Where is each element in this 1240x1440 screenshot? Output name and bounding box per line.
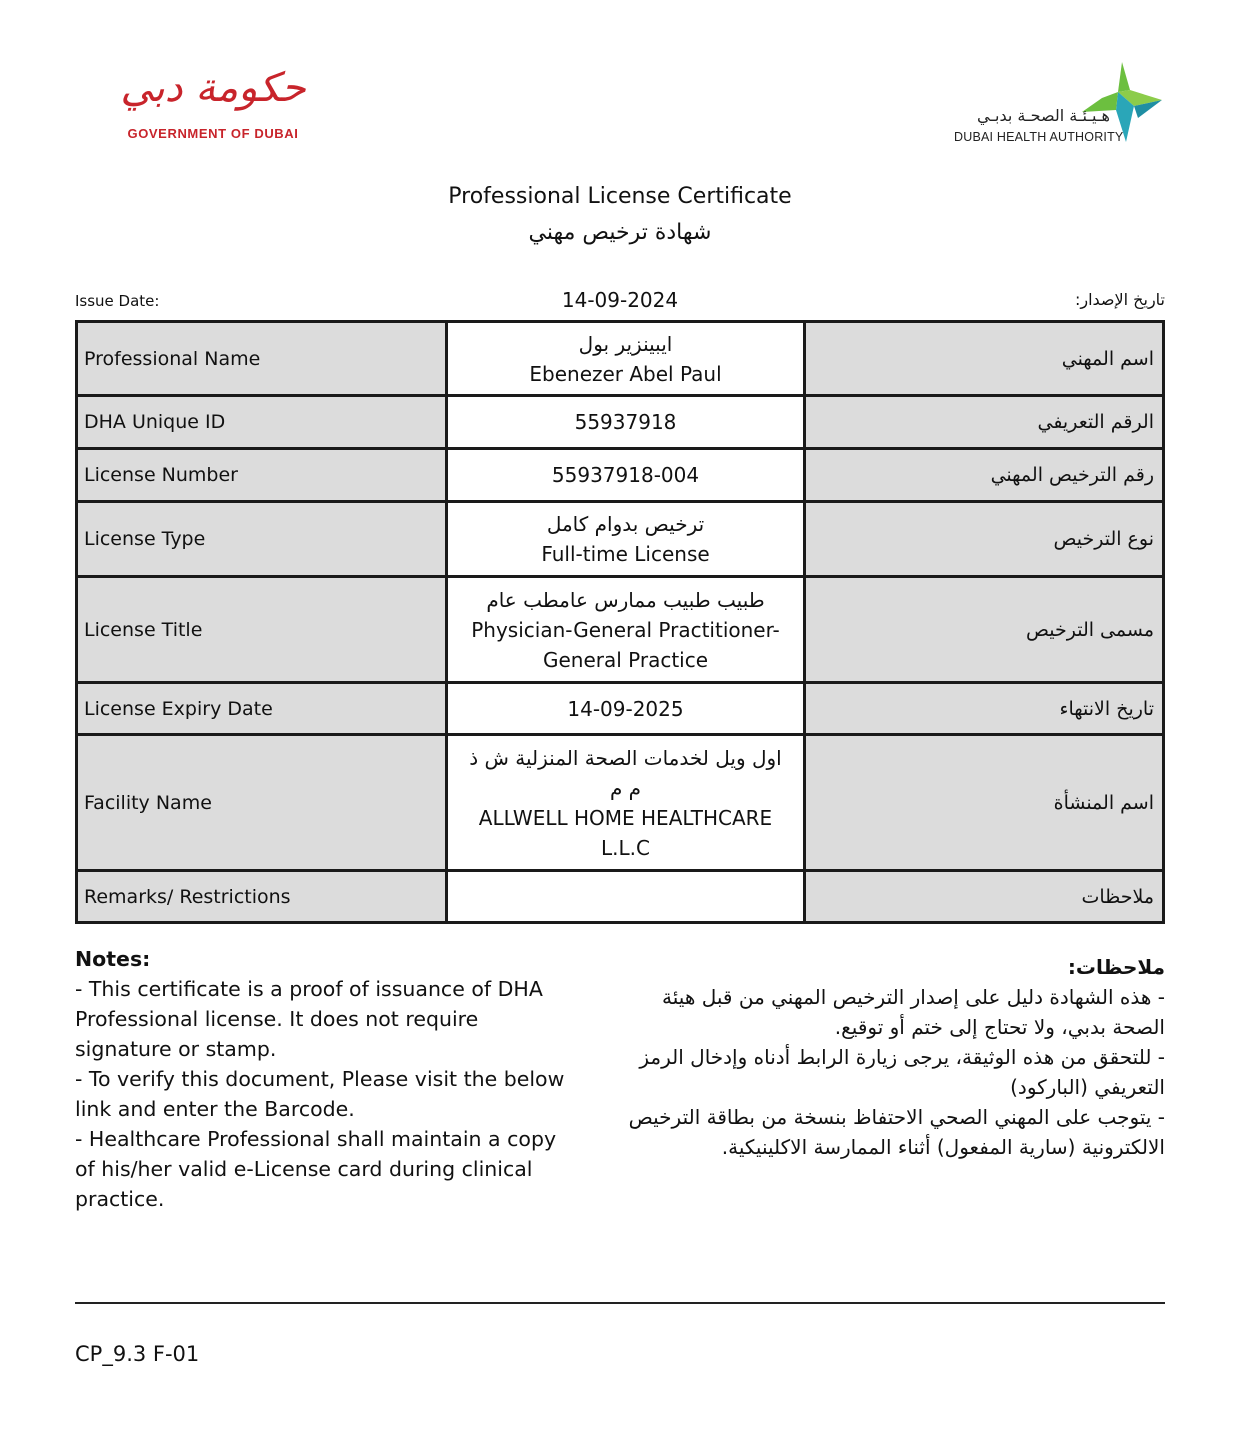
- notes-arabic: [575, 952, 1165, 1162]
- row-value: [447, 396, 805, 449]
- row-value: [447, 683, 805, 735]
- certificate-title-arabic: شهادة ترخيص مهني: [528, 220, 712, 245]
- notes-heading: Notes:: [75, 947, 151, 971]
- note-line-arabic: - يتوجب على المهني الصحي الاحتفاظ بنسخة من بطاقة الترخيص: [628, 1105, 1165, 1129]
- value-line: Full-time License: [541, 542, 710, 566]
- value-line: 55937918-004: [551, 463, 700, 487]
- certificate-title-english: Professional License Certificate: [448, 184, 792, 209]
- value-line: طبيب طبيب ممارس عامطب عام: [486, 587, 765, 612]
- government-of-dubai-logo: [118, 62, 308, 150]
- row-value: [447, 735, 805, 871]
- row-value: [447, 322, 805, 396]
- gov-logo-english-text: GOVERNMENT OF DUBAI: [127, 126, 299, 141]
- row-label-english: License Number: [77, 449, 447, 502]
- issue-date-value: 14-09-2024: [561, 288, 679, 312]
- row-label-arabic: ملاحظات: [805, 871, 1164, 923]
- form-code: CP_9.3 F-01: [75, 1342, 200, 1366]
- table-row-dha-unique-id: [77, 396, 1164, 449]
- note-line: - Healthcare Professional shall maintain a copy: [75, 1127, 557, 1151]
- row-label-english: License Expiry Date: [77, 683, 447, 735]
- table-row-professional-name: [77, 322, 1164, 396]
- row-label-english: DHA Unique ID: [77, 396, 447, 449]
- value-line: اول ويل لخدمات الصحة المنزلية ش ذ: [469, 745, 782, 770]
- note-line-arabic: - للتحقق من هذه الوثيقة، يرجى زيارة الرابط أدناه وإدخال الرمز: [639, 1045, 1165, 1069]
- row-label-arabic: اسم المهني: [805, 322, 1164, 396]
- value-line: م م: [609, 775, 642, 800]
- row-label-arabic: مسمى الترخيص: [805, 577, 1164, 683]
- issue-date-label-arabic: تاريخ الإصدار:: [1074, 290, 1165, 309]
- note-line: of his/her valid e-License card during clinical: [75, 1157, 533, 1181]
- value-line: L.L.C: [601, 835, 650, 860]
- value-line: 55937918: [574, 410, 677, 434]
- row-label-english: Facility Name: [77, 735, 447, 871]
- row-label-arabic: تاريخ الانتهاء: [805, 683, 1164, 735]
- notes-english: [75, 944, 575, 1214]
- row-value: [447, 577, 805, 683]
- row-value: [447, 502, 805, 577]
- row-label-arabic: نوع الترخيص: [805, 502, 1164, 577]
- row-label-english: License Type: [77, 502, 447, 577]
- value-line: ايبينزير بول: [578, 331, 673, 356]
- note-line: - This certificate is a proof of issuance of DHA: [75, 977, 543, 1001]
- table-row-license-number: [77, 449, 1164, 502]
- issue-date-label: Issue Date:: [75, 292, 160, 310]
- table-row-license-title: [77, 577, 1164, 683]
- row-value: [447, 449, 805, 502]
- value-line: General Practice: [542, 647, 709, 672]
- note-line: link and enter the Barcode.: [75, 1097, 355, 1121]
- table-row-facility-name: [77, 735, 1164, 871]
- dha-logo-arabic-text: هـيـئـة الصحـة بدبـي: [976, 106, 1110, 125]
- value-line: Physician-General Practitioner-: [471, 617, 780, 642]
- row-label-english: Remarks/ Restrictions: [77, 871, 447, 923]
- note-line: Professional license. It does not require: [75, 1007, 479, 1031]
- value-line: 14-09-2025: [567, 696, 684, 721]
- row-label-english: Professional Name: [77, 322, 447, 396]
- table-row-remarks: [77, 871, 1164, 923]
- note-line-arabic: - هذه الشهادة دليل على إصدار الترخيص المهني من قبل هيئة: [662, 985, 1165, 1009]
- dubai-health-authority-logo: [948, 62, 1168, 152]
- row-label-arabic: رقم الترخيص المهني: [805, 449, 1164, 502]
- value-line: Ebenezer Abel Paul: [529, 361, 722, 386]
- dha-logo-english-text: DUBAI HEALTH AUTHORITY: [954, 130, 1124, 144]
- footer-divider: [75, 1302, 1165, 1304]
- row-label-arabic: اسم المنشأة: [805, 735, 1164, 871]
- note-line: signature or stamp.: [75, 1037, 277, 1061]
- row-label-arabic: الرقم التعريفي: [805, 396, 1164, 449]
- notes-heading-arabic: ملاحظات:: [1067, 955, 1165, 979]
- table-row-license-type: [77, 502, 1164, 577]
- note-line-arabic: الصحة بدبي، ولا تحتاج إلى ختم أو توقيع.: [834, 1015, 1165, 1039]
- note-line: - To verify this document, Please visit the below: [75, 1067, 565, 1091]
- license-details-table: [75, 320, 1165, 924]
- row-value: [447, 871, 805, 923]
- value-line: ترخيص بدوام كامل: [546, 512, 705, 536]
- note-line: practice.: [75, 1187, 165, 1211]
- gov-logo-arabic-text: حكومة دبي: [120, 65, 306, 111]
- note-line-arabic: الالكترونية (سارية المفعول) أثناء الممارسة الاكلينيكية.: [721, 1135, 1165, 1159]
- value-line: ALLWELL HOME HEALTHCARE: [478, 805, 773, 830]
- table-row-license-expiry-date: [77, 683, 1164, 735]
- note-line-arabic: التعريفي (الباركود): [1010, 1075, 1165, 1099]
- row-label-english: License Title: [77, 577, 447, 683]
